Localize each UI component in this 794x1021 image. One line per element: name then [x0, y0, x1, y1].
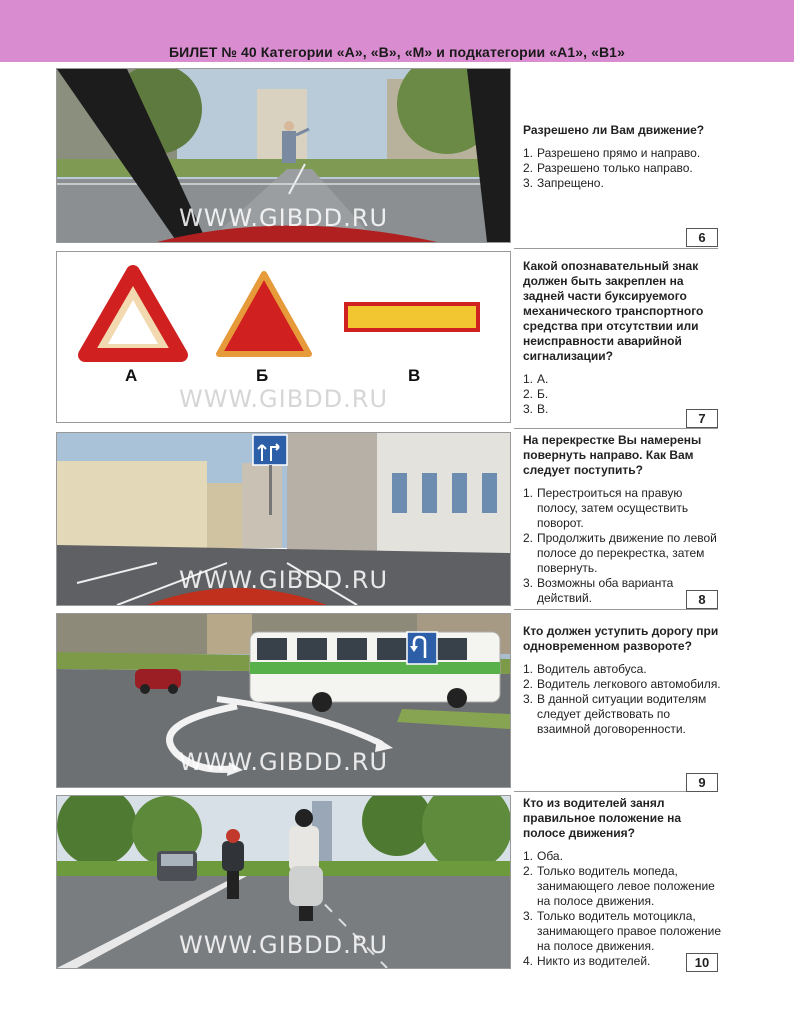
q6-illustration	[56, 68, 511, 243]
answer-option[interactable]: 1. А.	[523, 372, 549, 386]
q7-title: Какой опознавательный знак должен быть закреплен на задней части буксируемого механического транспортного средства при отсутствии или неисправности аварийной сигнализации?	[523, 259, 704, 363]
q7-illustration	[56, 251, 511, 423]
answer-option[interactable]: 2. Продолжить движение по левой полосе до перекрестка, затем повернуть.	[523, 531, 717, 575]
q7-number: 7	[686, 409, 718, 428]
q9-illustration	[56, 613, 511, 788]
q9-text	[523, 624, 723, 737]
watermark: WWW.GIBDD.RU	[178, 566, 389, 594]
watermark: WWW.GIBDD.RU	[178, 385, 389, 413]
q8-text	[523, 433, 723, 606]
q6-number: 6	[686, 228, 718, 247]
q10-illustration	[56, 795, 511, 969]
sign-v-stripe-icon	[346, 304, 478, 330]
q8-illustration	[56, 432, 511, 606]
q6-text	[523, 123, 723, 191]
watermark: WWW.GIBDD.RU	[178, 748, 389, 776]
sign-label-v: В	[408, 366, 421, 385]
sign-label-b: Б	[256, 366, 269, 385]
answer-option[interactable]: 1. Разрешено прямо и направо.	[523, 146, 701, 160]
q10-title: Кто из водителей занял правильное положение на полосе движения?	[523, 796, 682, 840]
watermark: WWW.GIBDD.RU	[178, 931, 389, 959]
answer-option[interactable]: 2. Только водитель мопеда, занимающего левое положение на полосе движения.	[523, 864, 715, 908]
q6-title: Разрешено ли Вам движение?	[523, 123, 705, 137]
answer-option[interactable]: 4. Никто из водителей.	[523, 954, 651, 968]
answer-option[interactable]: 3. Возможны оба варианта действий.	[523, 576, 674, 605]
q6-answers	[523, 146, 723, 191]
sign-b-triangle-icon	[219, 274, 309, 354]
answer-option[interactable]: 1. Оба.	[523, 849, 563, 863]
answer-option[interactable]: 3. В.	[523, 402, 549, 416]
q8-answers	[523, 486, 723, 606]
q10-text	[523, 796, 723, 969]
divider	[514, 609, 718, 610]
watermark: WWW.GIBDD.RU	[178, 204, 389, 232]
q9-title: Кто должен уступить дорогу при одновременном развороте?	[523, 624, 719, 653]
divider	[514, 428, 718, 429]
q9-answers	[523, 662, 723, 737]
answer-option[interactable]: 1. Водитель автобуса.	[523, 662, 647, 676]
q7-text	[523, 259, 723, 417]
q8-number: 8	[686, 590, 718, 609]
q9-number: 9	[686, 773, 718, 792]
q10-number: 10	[686, 953, 718, 972]
divider	[514, 248, 718, 249]
answer-option[interactable]: 3. В данной ситуации водителям следует действовать по взаимной договоренности.	[523, 692, 707, 736]
answer-option[interactable]: 3. Запрещено.	[523, 176, 604, 190]
answer-option[interactable]: 2. Водитель легкового автомобиля.	[523, 677, 721, 691]
answer-option[interactable]: 3. Только водитель мотоцикла, занимающего правое положение на полосе движения.	[523, 909, 722, 953]
q8-title: На перекрестке Вы намерены повернуть направо. Как Вам следует поступить?	[523, 433, 702, 477]
answer-option[interactable]: 2. Разрешено только направо.	[523, 161, 693, 175]
ticket-title: БИЛЕТ № 40 Категории «А», «В», «М» и подкатегории «А1», «В1»	[169, 44, 625, 60]
answer-option[interactable]: 1. Перестроиться на правую полосу, затем осуществить поворот.	[523, 486, 689, 530]
sign-label-a: А	[125, 366, 138, 385]
q10-answers	[523, 849, 723, 969]
answer-option[interactable]: 2. Б.	[523, 387, 549, 401]
